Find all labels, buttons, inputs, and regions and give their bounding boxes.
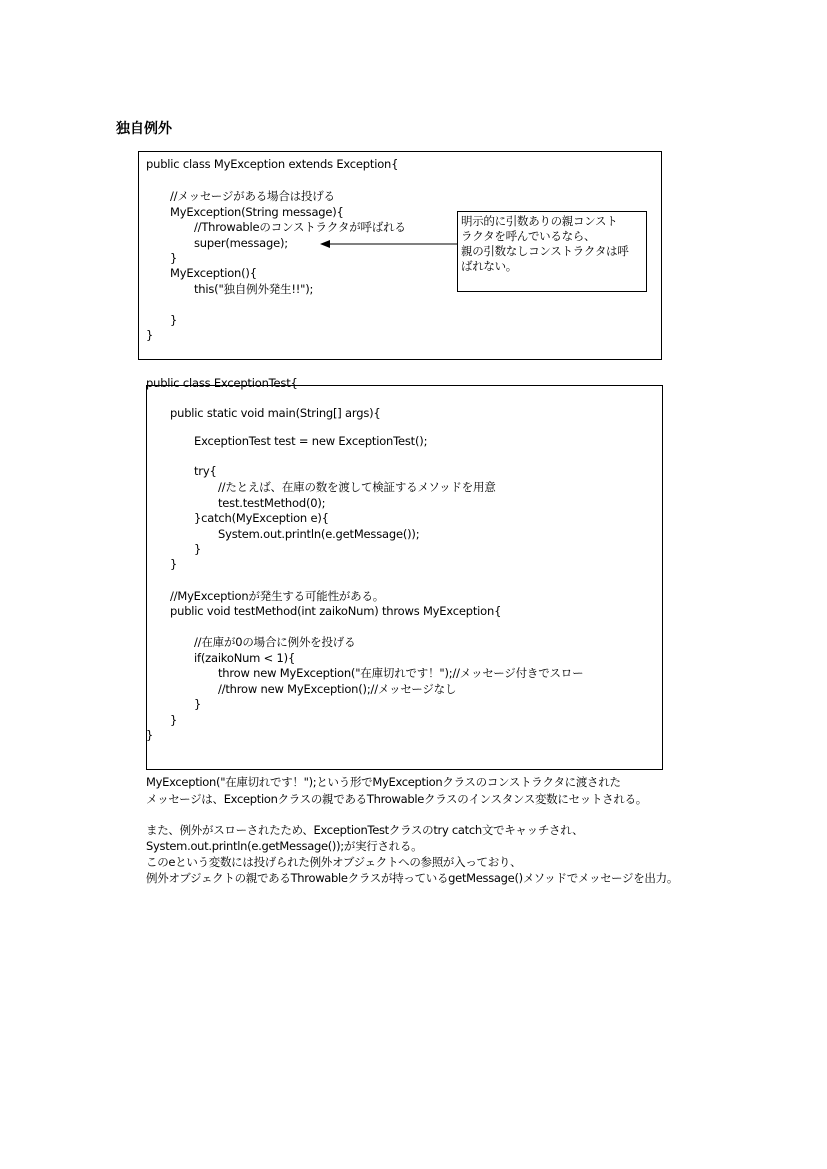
code-line: }	[194, 697, 202, 711]
code-line: //throw new MyException();//メッセージなし	[218, 682, 457, 696]
code-line: public static void main(String[] args){	[170, 406, 381, 420]
code-line: }	[146, 728, 154, 742]
explanation-line: 例外オブジェクトの親であるThrowableクラスが持っているgetMessage()メソッドでメッセージを出力。	[146, 871, 679, 885]
explanation-line: メッセージは、Exceptionクラスの親であるThrowableクラスのインスタンス変数にセットされる。	[146, 792, 647, 806]
code-line: public class MyException extends Exception{	[146, 157, 399, 171]
callout-note	[457, 211, 647, 292]
code-line: try{	[194, 464, 217, 478]
code-line: this("独自例外発生!!");	[194, 282, 314, 296]
note-line: 親の引数なしコンストラクタは呼	[461, 244, 629, 258]
code-line: System.out.println(e.getMessage());	[218, 527, 420, 541]
code-line: public class ExceptionTest{	[146, 376, 298, 390]
code-line: }	[146, 328, 154, 342]
code-line: MyException(String message){	[170, 205, 344, 219]
code-line: test.testMethod(0);	[218, 496, 326, 510]
explanation-line: System.out.println(e.getMessage());が実行される。	[146, 839, 423, 853]
code-line: //Throwableのコンストラクタが呼ばれる	[194, 220, 406, 234]
code-line: }	[170, 713, 178, 727]
code-line: MyException(){	[170, 266, 257, 280]
arrow-icon	[318, 237, 460, 251]
code-line: }	[170, 251, 178, 265]
code-line: }	[170, 313, 178, 327]
code-line: }	[170, 557, 178, 571]
code-line: }	[194, 542, 202, 556]
code-line: //たとえば、在庫の数を渡して検証するメソッドを用意	[218, 480, 496, 494]
explanation-line: また、例外がスローされたため、ExceptionTestクラスのtry catch文でキャッチされ、	[146, 823, 584, 837]
explanation-line: このeという変数には投げられた例外オブジェクトへの参照が入っており、	[146, 855, 522, 869]
code-line: ExceptionTest test = new ExceptionTest();	[194, 434, 428, 448]
note-line: ばれない。	[461, 259, 517, 273]
code-line: if(zaikoNum < 1){	[194, 651, 296, 665]
code-line: throw new MyException("在庫切れです！");//メッセージ付きでスロー	[218, 666, 584, 680]
code-line: public void testMethod(int zaikoNum) throws MyException{	[170, 604, 502, 618]
explanation-line: MyException("在庫切れです！");という形でMyExceptionクラスのコンストラクタに渡された	[146, 775, 621, 789]
code-line: //在庫が0の場合に例外を投げる	[194, 635, 356, 649]
code-line: }catch(MyException e){	[194, 511, 329, 525]
code-line: //メッセージがある場合は投げる	[170, 189, 335, 203]
code-line: super(message);	[194, 236, 288, 250]
note-line: ラクタを呼んでいるなら、	[461, 229, 596, 243]
note-line: 明示的に引数ありの親コンスト	[461, 214, 618, 228]
page-heading: 独自例外	[116, 121, 172, 137]
code-line: //MyExceptionが発生する可能性がある。	[170, 589, 385, 603]
